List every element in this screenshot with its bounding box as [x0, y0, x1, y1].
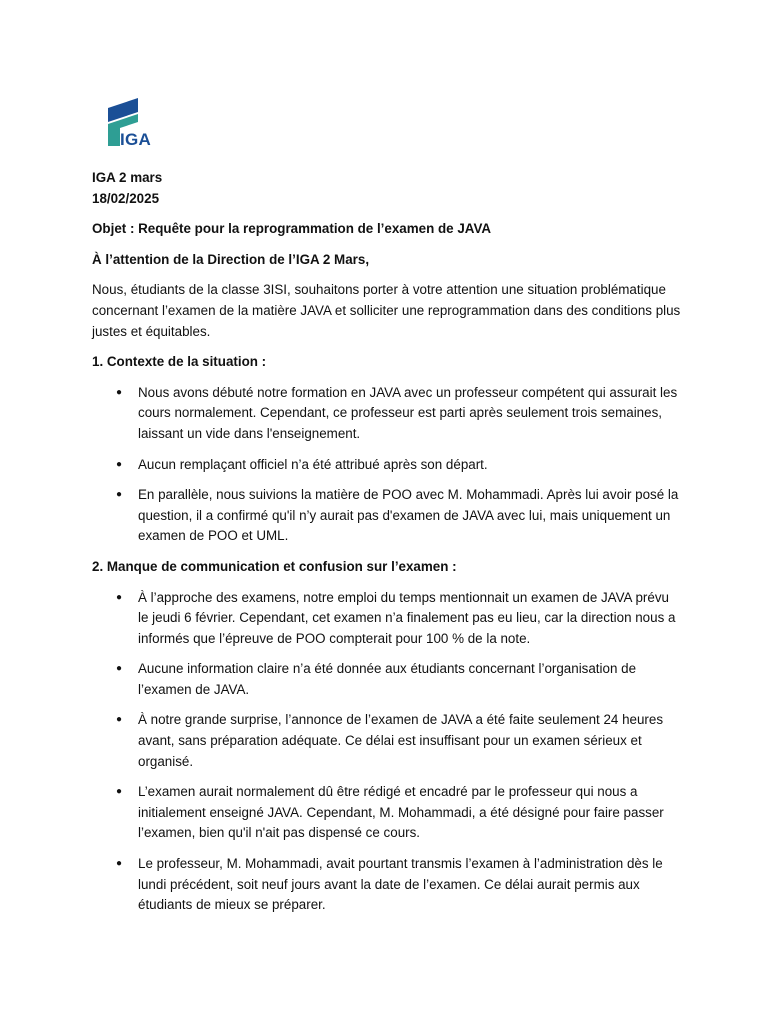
- bullet-icon: ●: [116, 489, 123, 501]
- attention-line: À l’attention de la Direction de l’IGA 2 Mars,: [92, 251, 370, 267]
- list-item: [92, 782, 682, 844]
- bullet-icon: ●: [116, 786, 123, 798]
- institution-line: IGA 2 mars: [92, 170, 163, 185]
- list-item: [92, 383, 682, 445]
- bullet-icon: ●: [116, 458, 123, 470]
- list-item-text: Le professeur, M. Mohammadi, avait pourtant transmis l’examen à l’administration dès le lundi précédent, soit neuf jours avant la date de l’examen. Ce délai aurait permis aux étudiants de mieux se préparer.: [138, 856, 663, 913]
- bullet-icon: ●: [116, 858, 123, 870]
- list-item: [92, 659, 682, 700]
- date-line: 18/02/2025: [92, 190, 160, 206]
- list-item: [92, 455, 682, 476]
- list-item: [92, 588, 682, 650]
- section-2-list: [92, 588, 682, 916]
- bullet-icon: ●: [116, 663, 123, 675]
- section-title: 1. Contexte de la situation :: [92, 354, 267, 370]
- list-item-text: À notre grande surprise, l’annonce de l’examen de JAVA a été faite seulement 24 heures avant, sans préparation adéquate. Ce délai est insuffisant pour un examen sérieux et organisé.: [138, 712, 664, 769]
- subject-line: Objet : Requête pour la reprogrammation de l’examen de JAVA: [92, 221, 492, 237]
- bullet-icon: ●: [116, 714, 123, 726]
- list-item-text: Nous avons débuté notre formation en JAVA avec un professeur compétent qui assurait les cours normalement. Cependant, ce professeur est parti après seulement trois semaines, laissant un vide dans l'enseignement.: [138, 384, 678, 441]
- list-item-text: À l’approche des examens, notre emploi du temps mentionnait un examen de JAVA prévu le jeudi 6 février. Cependant, cet examen n’a finalement pas eu lieu, car la direction nous a informés que l’épreuve de POO compterait pour 100 % de la note.: [138, 589, 676, 646]
- list-item-text: Aucune information claire n’a été donnée aux étudiants concernant l’organisation de l’examen de JAVA.: [138, 661, 637, 697]
- list-item-text: L’examen aurait normalement dû être rédigé et encadré par le professeur qui nous a initialement enseigné JAVA. Cependant, M. Mohammadi, a été désigné pour faire passer l’examen, bien qu'il n'ait pas dispensé ce cours.: [138, 784, 664, 841]
- list-item-text: En parallèle, nous suivions la matière de POO avec M. Mohammadi. Après lui avoir posé la question, il a confirmé qu'il n’y aurait pas d'examen de JAVA avec lui, mais uniquement un examen de POO et UML.: [138, 487, 679, 544]
- section-title: 2. Manque de communication et confusion sur l’examen :: [92, 558, 457, 574]
- bullet-icon: ●: [116, 386, 123, 398]
- section-1-list: [92, 383, 682, 547]
- list-item: [92, 710, 682, 772]
- list-item: [92, 485, 682, 547]
- list-item-text: Aucun remplaçant officiel n’a été attribué après son départ.: [138, 456, 488, 472]
- bullet-icon: ●: [116, 591, 123, 603]
- intro-paragraph: Nous, étudiants de la classe 3ISI, souhaitons porter à votre attention une situation problématique concernant l’examen de la matière JAVA et solliciter une reprogrammation dans des conditions plus justes et équitables.: [92, 282, 681, 339]
- logo-text: IGA: [120, 130, 152, 149]
- iga-logo: [106, 98, 158, 152]
- letter-body: [92, 168, 682, 916]
- list-item: [92, 854, 682, 916]
